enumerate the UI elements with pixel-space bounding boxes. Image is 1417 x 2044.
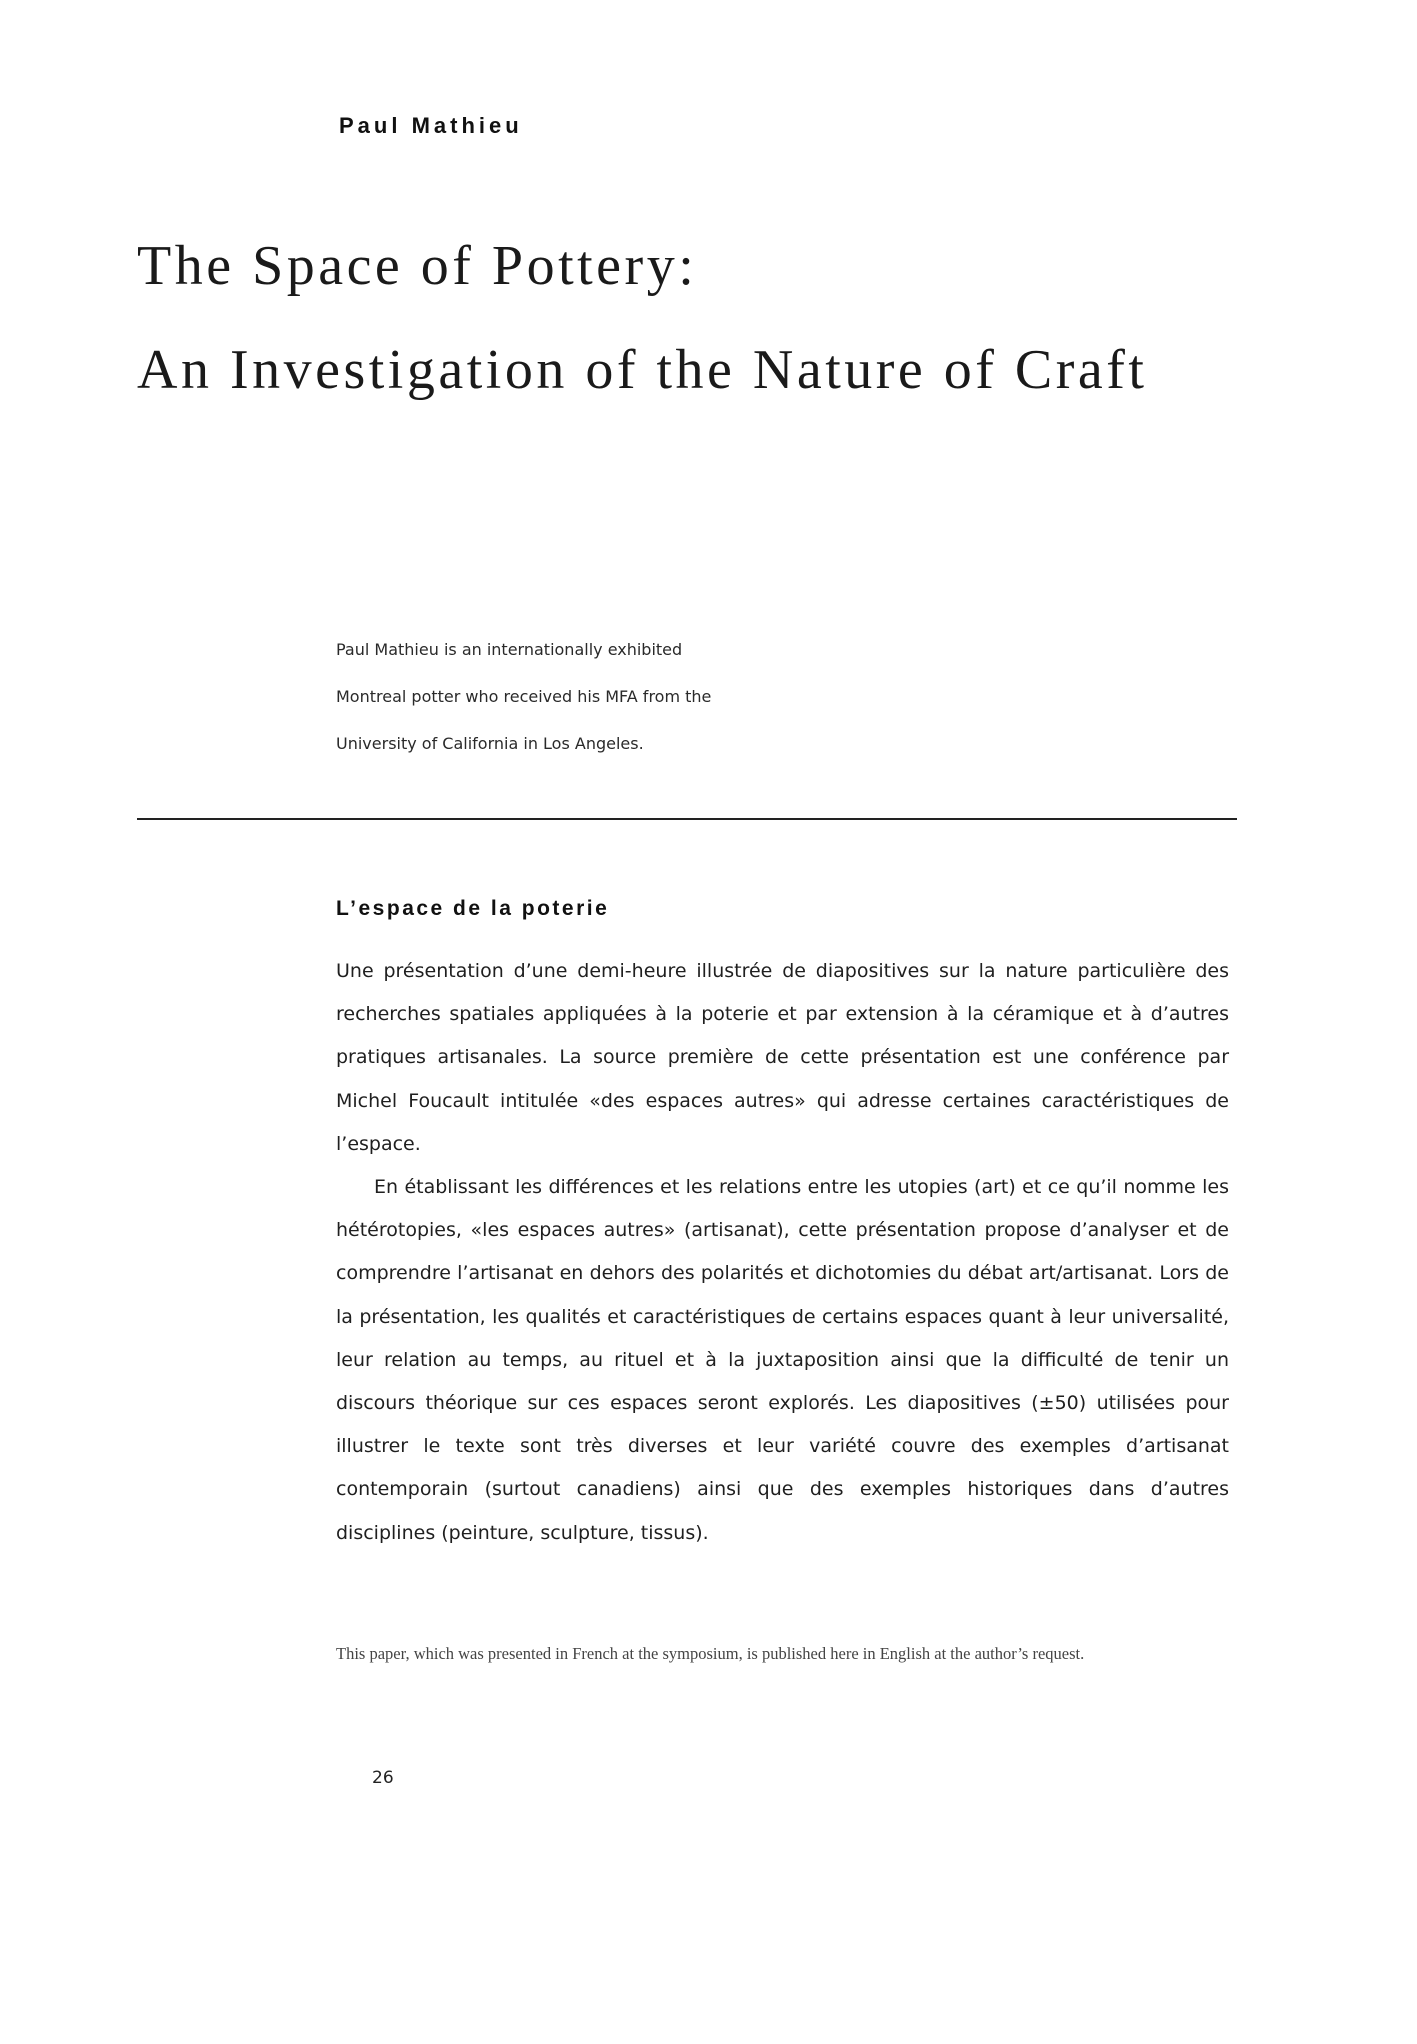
- abstract-heading: L’espace de la poterie: [336, 897, 610, 920]
- article-title-line-1: The Space of Pottery:: [137, 235, 698, 297]
- abstract-paragraph: En établissant les différences et les relations entre les utopies (art) et ce qu’il nomme les hétérotopies, «les espaces autres» (artisanat), cette présentation propose d’analyser et de comprendre l’artisanat en dehors des polarités et dichotomies du débat art/artisanat. Lors de la présentation, les qualités et caractéristiques de certains espaces quant à leur universalité, leur relation au temps, au rituel et à la juxtaposition ainsi que la difficulté de tenir un discours théorique sur ces espaces seront explorés. Les diapositives (±50) utilisées pour illustrer le texte sont très diverses et leur variété couvre des exemples d’artisanat contemporain (surtout canadiens) ainsi que des exemples historiques dans d’autres disciplines (peinture, sculpture, tissus).: [336, 1176, 1229, 1544]
- author-bio-line: University of California in Los Angeles.: [336, 734, 644, 753]
- abstract-body: [336, 950, 1229, 1555]
- author-bio: [336, 626, 711, 767]
- page-number: 26: [372, 1768, 394, 1788]
- author-bio-line: Paul Mathieu is an internationally exhibited: [336, 640, 683, 659]
- horizontal-divider: [137, 818, 1237, 820]
- author-name: Paul Mathieu: [339, 113, 523, 138]
- footnote: This paper, which was presented in French at the symposium, is published here in English at the author’s request.: [336, 1644, 1085, 1663]
- abstract-paragraph: Une présentation d’une demi-heure illustrée de diapositives sur la nature particulière des recherches spatiales appliquées à la poterie et par extension à la céramique et à d’autres pratiques artisanales. La source première de cette présentation est une conférence par Michel Foucault intitulée «des espaces autres» qui adresse certaines caractéristiques de l’espace.: [336, 960, 1229, 1155]
- article-title-line-2: An Investigation of the Nature of Craft: [137, 339, 1148, 401]
- author-bio-line: Montreal potter who received his MFA from the: [336, 687, 712, 706]
